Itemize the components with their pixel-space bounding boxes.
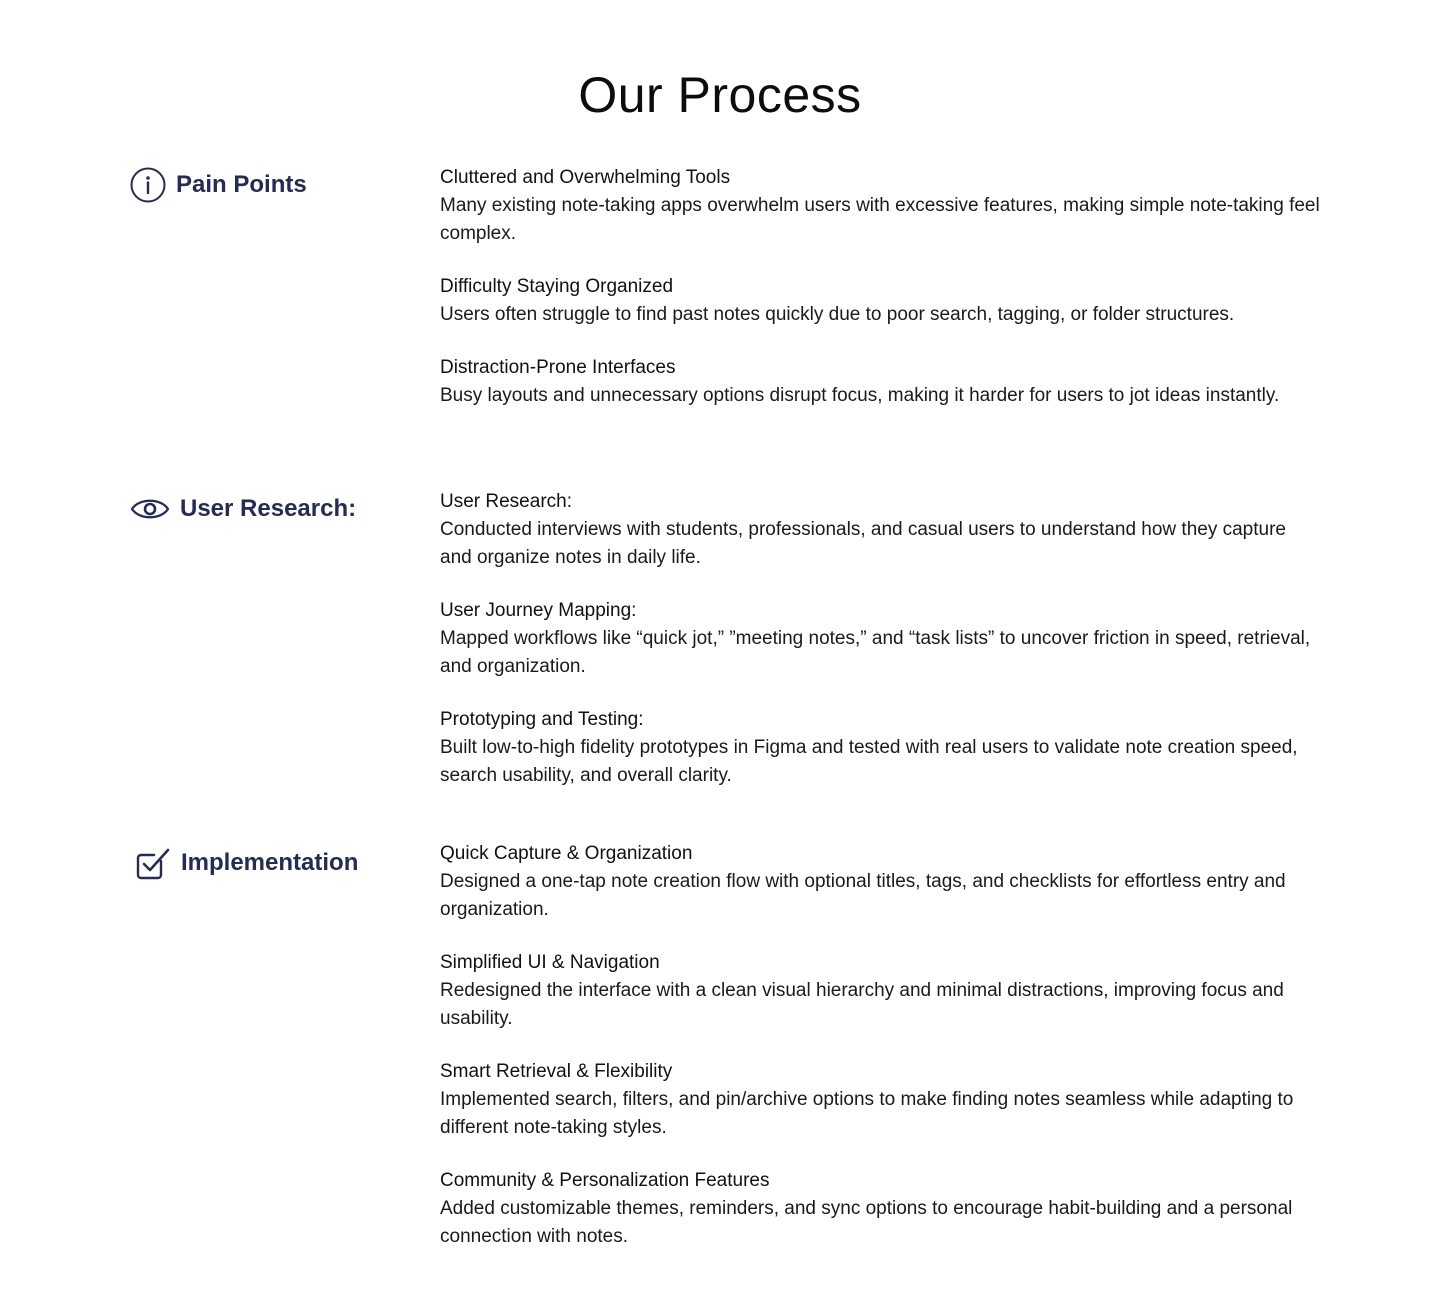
item-title: Prototyping and Testing:	[440, 709, 644, 730]
item-title: Cluttered and Overwhelming Tools	[440, 167, 731, 188]
section-label-text: Implementation	[181, 849, 359, 876]
item-description: Users often struggle to find past notes quickly due to poor search, tagging, or folder structures.	[440, 304, 1235, 325]
eye-icon	[130, 494, 170, 524]
item-title: Smart Retrieval & Flexibility	[440, 1061, 673, 1082]
info-icon	[130, 167, 166, 203]
item-description: Redesigned the interface with a clean visual hierarchy and minimal distractions, improving focus and usability.	[440, 980, 1284, 1029]
implementation-list	[440, 840, 1320, 1276]
page-title: Our Process	[578, 67, 862, 123]
item-description: Conducted interviews with students, professionals, and casual users to understand how they capture and organize notes in daily life.	[440, 519, 1286, 568]
item-description: Implemented search, filters, and pin/archive options to make finding notes seamless while adapting to different note-taking styles.	[440, 1089, 1294, 1138]
item-title: User Journey Mapping:	[440, 600, 637, 621]
section-label-user-research	[130, 494, 356, 524]
user-research-list	[440, 488, 1320, 815]
item-description: Designed a one-tap note creation flow with optional titles, tags, and checklists for effortless entry and organization.	[440, 871, 1286, 920]
list-item	[440, 1058, 1320, 1142]
list-item	[440, 164, 1320, 248]
section-label-implementation	[135, 845, 358, 881]
item-description: Built low-to-high fidelity prototypes in Figma and tested with real users to validate note creation speed, search usability, and overall clarity.	[440, 737, 1298, 786]
item-description: Many existing note-taking apps overwhelm users with excessive features, making simple note-taking feel complex.	[440, 195, 1320, 244]
list-item	[440, 354, 1320, 410]
list-item	[440, 706, 1320, 790]
list-item	[440, 840, 1320, 924]
item-title: Community & Personalization Features	[440, 1170, 770, 1191]
pain-points-list	[440, 164, 1320, 435]
list-item	[440, 488, 1320, 572]
section-label-pain-points	[130, 167, 307, 203]
section-label-text: User Research:	[180, 495, 357, 522]
checkbox-icon	[135, 845, 171, 881]
item-title: Difficulty Staying Organized	[440, 276, 674, 297]
list-item	[440, 597, 1320, 681]
item-description: Mapped workflows like “quick jot,” ”meeting notes,” and “task lists” to uncover friction in speed, retrieval, and organization.	[440, 628, 1311, 677]
list-item	[440, 949, 1320, 1033]
item-title: User Research:	[440, 491, 572, 512]
item-title: Simplified UI & Navigation	[440, 952, 660, 973]
list-item	[440, 273, 1320, 329]
list-item	[440, 1167, 1320, 1251]
item-description: Added customizable themes, reminders, and sync options to encourage habit-building and a personal connection with notes.	[440, 1198, 1293, 1247]
item-title: Distraction-Prone Interfaces	[440, 357, 676, 378]
item-description: Busy layouts and unnecessary options disrupt focus, making it harder for users to jot ideas instantly.	[440, 385, 1280, 406]
section-label-text: Pain Points	[176, 171, 307, 198]
item-title: Quick Capture & Organization	[440, 843, 693, 864]
